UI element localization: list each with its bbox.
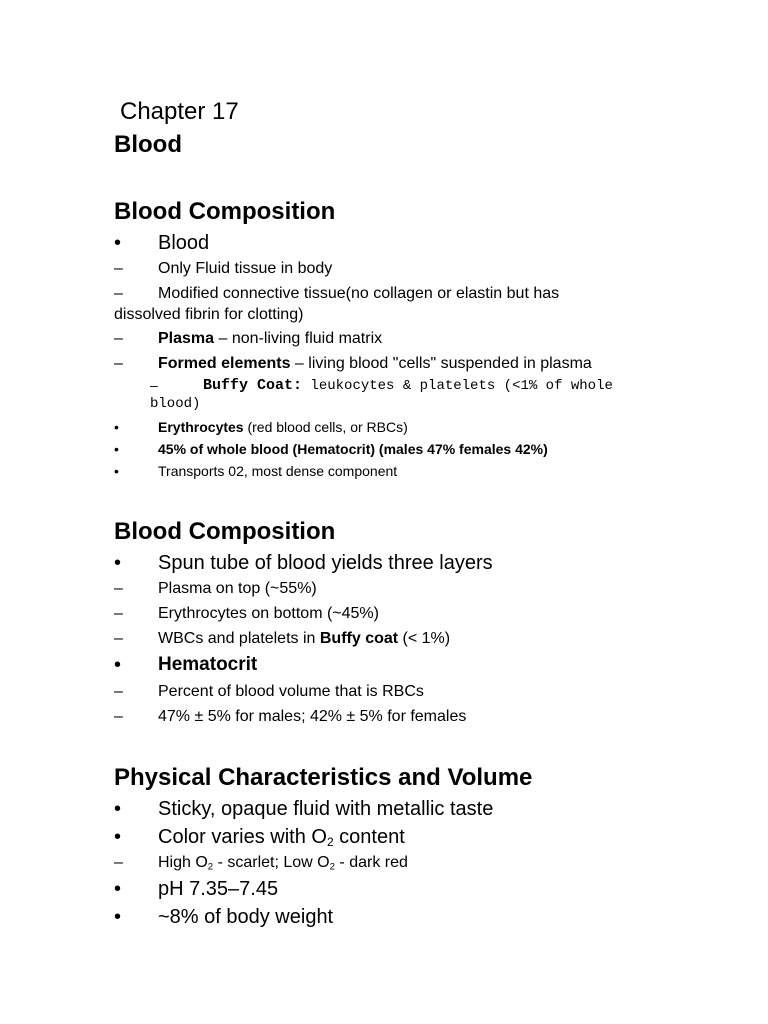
list-item-erythrocytes (158, 419, 408, 435)
dash-marker: – (114, 708, 123, 725)
subscript-2: 2 (207, 861, 214, 873)
section-heading-blood-composition: Blood Composition (114, 198, 336, 225)
list-item-blood: Blood (158, 232, 210, 254)
list-item-body-weight: ~8% of body weight (158, 906, 334, 928)
dash-marker: – (114, 330, 123, 347)
subscript-2: 2 (329, 861, 335, 873)
bullet-marker: • (114, 419, 119, 435)
term-erythrocytes: Erythrocytes (158, 419, 244, 435)
bullet-marker: • (114, 463, 119, 479)
list-item-modified-connective-tissue: Modified connective tissue(no collagen or elastin but has (158, 285, 560, 302)
bullet-marker: • (114, 798, 122, 820)
list-item-oxygen-color (158, 854, 408, 872)
list-item-buffy-coat (203, 377, 613, 394)
list-item-percent-rbcs: Percent of blood volume that is RBCs (158, 683, 424, 700)
term-formed-elements: Formed elements (158, 355, 291, 372)
dash-marker: – (114, 580, 123, 597)
subscript-2: 2 (326, 835, 334, 849)
term-buffy-coat-2: Buffy coat (319, 630, 399, 647)
wbc-text: WBCs and platelets in (158, 630, 320, 647)
list-item-hematocrit: Hematocrit (158, 654, 258, 675)
high-o2-text: High O (158, 854, 208, 871)
dash-marker: – (114, 630, 123, 647)
bullet-marker: • (114, 654, 122, 676)
buffy-coat-description: leukocytes & platelets (<1% of whole (302, 378, 613, 394)
bullet-marker: • (114, 906, 122, 928)
dash-marker: – (114, 605, 123, 622)
dash-marker: – (114, 260, 123, 277)
list-item-hematocrit-percent: 45% of whole blood (Hematocrit) (males 47% females 42%) (158, 441, 548, 457)
dash-marker: – (150, 377, 158, 393)
dash-marker: – (114, 854, 123, 871)
plasma-description: – non-living fluid matrix (214, 330, 383, 347)
bullet-marker: • (114, 878, 122, 900)
list-item-buffy-coat-layer (158, 630, 450, 648)
list-item-hematocrit-values: 47% ± 5% for males; 42% ± 5% for females (158, 708, 467, 725)
dash-marker: – (114, 683, 123, 700)
erythrocytes-description: (red blood cells, or RBCs) (243, 419, 408, 435)
list-item-plasma (158, 330, 382, 348)
list-item-erythrocytes-bottom: Erythrocytes on bottom (~45%) (158, 605, 379, 622)
bullet-marker: • (114, 826, 122, 848)
list-item-color-varies (158, 826, 405, 849)
dark-red-text: - dark red (334, 854, 408, 871)
bullet-marker: • (114, 552, 122, 574)
color-text-end: content (333, 826, 405, 848)
list-item-sticky: Sticky, opaque fluid with metallic taste (158, 798, 494, 820)
list-item-ph: pH 7.35–7.45 (158, 878, 279, 900)
dash-marker: – (114, 285, 123, 302)
list-item-transports: Transports 02, most dense component (158, 463, 398, 479)
term-plasma: Plasma (158, 330, 215, 347)
list-item-formed-elements (158, 355, 592, 373)
wbc-percent: (< 1%) (398, 630, 451, 647)
section-heading-physical-characteristics: Physical Characteristics and Volume (114, 764, 533, 791)
bullet-marker: • (114, 441, 119, 457)
list-item-modified-connective-tissue-cont: dissolved fibrin for clotting) (114, 306, 304, 323)
chapter-title: Blood (114, 131, 182, 158)
formed-elements-description: – living blood "cells" suspended in plasma (290, 355, 592, 372)
list-item-buffy-coat-cont: blood) (150, 396, 201, 412)
chapter-number: Chapter 17 (120, 98, 239, 125)
bullet-marker: • (114, 232, 122, 254)
list-item-plasma-top: Plasma on top (~55%) (158, 580, 317, 597)
low-o2-text: - scarlet; Low O (213, 854, 330, 871)
color-text: Color varies with O (158, 826, 327, 848)
list-item-spun-tube: Spun tube of blood yields three layers (158, 552, 493, 574)
list-item-fluid-tissue: Only Fluid tissue in body (158, 260, 333, 277)
term-buffy-coat: Buffy Coat: (203, 377, 303, 394)
section-heading-blood-composition-2: Blood Composition (114, 518, 336, 545)
dash-marker: – (114, 355, 123, 372)
